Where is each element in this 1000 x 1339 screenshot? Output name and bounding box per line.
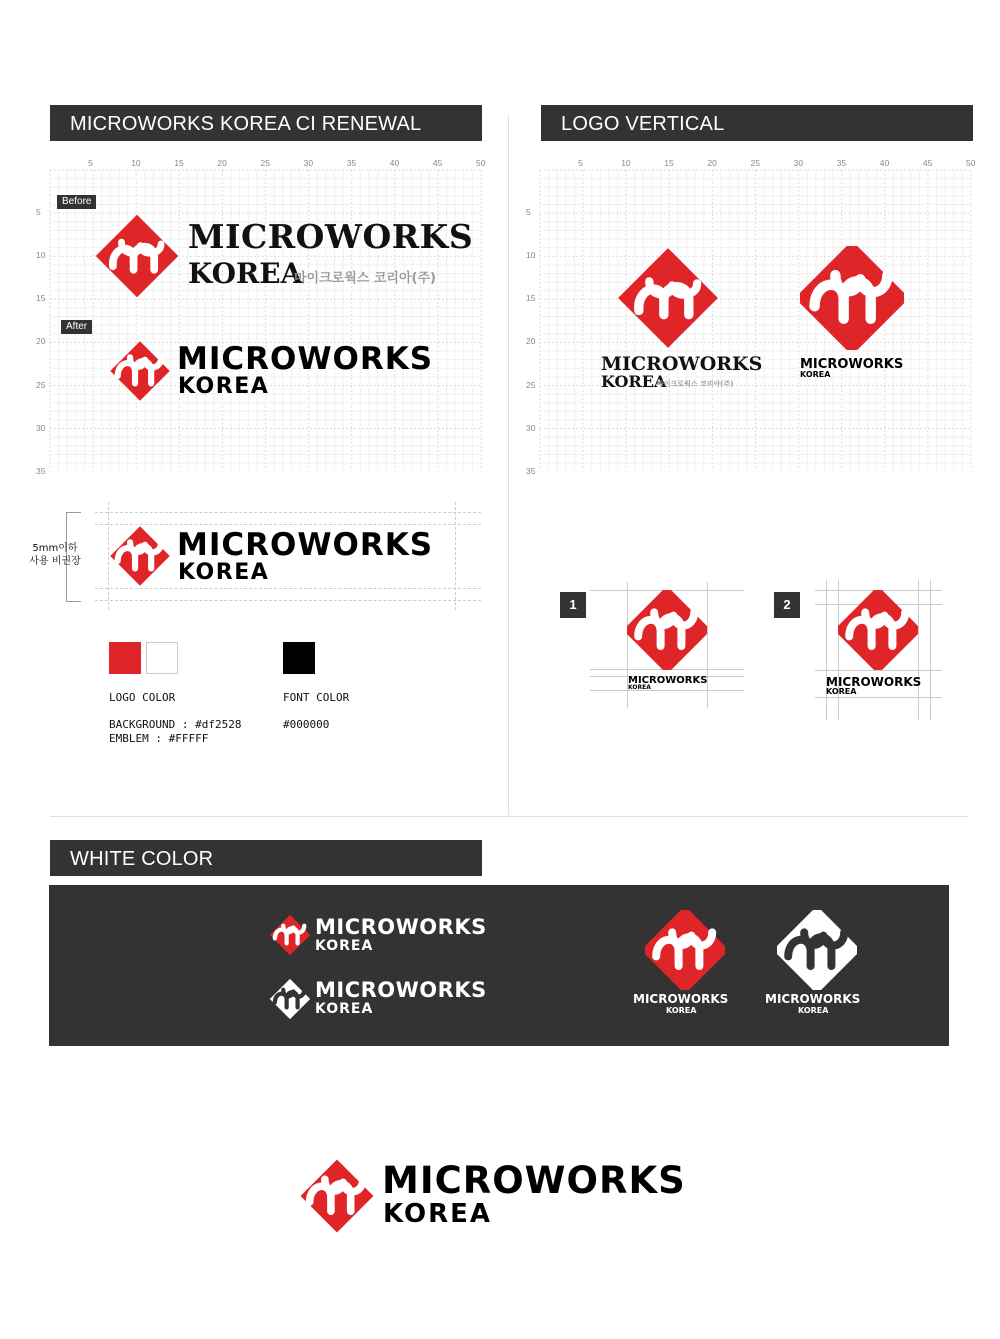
construction1-guide-c — [590, 690, 744, 691]
white-h2-region: KOREA — [315, 1001, 374, 1017]
grid-right — [540, 170, 973, 471]
vertical-before-region: KOREA — [601, 372, 667, 391]
grid-x-tick-label: 50 — [476, 158, 486, 168]
before-emblem-icon — [92, 213, 182, 299]
swatch-black — [283, 642, 315, 674]
grid-x-tick-label: 10 — [621, 158, 631, 168]
final-brand-region: KOREA — [383, 1199, 492, 1229]
grid-x-tick-label: 40 — [389, 158, 400, 168]
section-header-ci-renewal: MICROWORKS KOREA CI RENEWAL — [50, 105, 482, 141]
grid-x-tick-label: 30 — [793, 158, 804, 168]
white-v1-region: KOREA — [666, 1006, 697, 1015]
vertical-divider — [508, 115, 509, 815]
grid-x-tick-label: 10 — [131, 158, 141, 168]
guide-line-top — [95, 512, 481, 514]
white-h1-region: KOREA — [315, 938, 374, 954]
min-size-note — [24, 542, 86, 568]
final-brand-name: MICROWORKS — [382, 1159, 686, 1202]
construction2-name: MICROWORKS — [826, 675, 922, 689]
after-emblem-icon — [108, 340, 172, 402]
logo-color-label: LOGO COLOR — [109, 691, 176, 704]
emblem-spec: EMBLEM : #FFFFF — [109, 732, 209, 745]
vertical-after-region: KOREA — [800, 370, 831, 379]
white-v2-name: MICROWORKS — [765, 992, 861, 1006]
grid-y-tick-label: 30 — [526, 422, 536, 433]
after-brand-region: KOREA — [178, 374, 270, 399]
construction2-guide-g — [918, 580, 919, 720]
grid-y-tick-label: 20 — [36, 336, 46, 347]
background-spec: BACKGROUND : #df2528 — [109, 718, 242, 731]
grid-y-tick-label: 30 — [36, 422, 46, 433]
final-emblem-icon — [299, 1158, 375, 1234]
min-size-emblem-icon — [108, 525, 172, 587]
swatch-red — [109, 642, 141, 674]
before-tag: Before — [57, 195, 96, 209]
white-v2-region: KOREA — [798, 1006, 829, 1015]
white-v1-name: MICROWORKS — [633, 992, 729, 1006]
grid-x-tick-label: 5 — [578, 158, 583, 168]
grid-y-tick-label: 35 — [526, 465, 536, 476]
construction2-guide-c — [815, 670, 942, 671]
font-spec: #000000 — [283, 718, 330, 731]
grid-y-tick-label: 35 — [36, 465, 46, 476]
vertical-before-korean: 마이크로웍스 코리아(주) — [657, 380, 734, 388]
grid-x-tick-label: 20 — [707, 158, 717, 168]
after-brand-name: MICROWORKS — [177, 341, 434, 377]
grid-x-tick-label: 45 — [432, 158, 443, 168]
font-color-label: FONT COLOR — [283, 691, 350, 704]
construction1-guide-e — [707, 582, 708, 708]
construction-number-2: 2 — [774, 592, 800, 618]
after-tag: After — [61, 320, 92, 334]
before-korean-name: 마이크로웍스 코리아(주) — [294, 271, 436, 286]
min-size-brand-name: MICROWORKS — [177, 527, 434, 563]
vertical-before-emblem-icon — [616, 246, 720, 350]
swatch-white — [146, 642, 178, 674]
construction2-guide-e — [826, 580, 827, 720]
min-size-brand-region: KOREA — [178, 560, 270, 585]
grid-x-tick-label: 15 — [174, 158, 184, 168]
grid-y-tick-label: 25 — [526, 379, 536, 390]
grid-y-tick-label: 5 — [36, 207, 41, 218]
grid-y-tick-label: 20 — [526, 336, 536, 347]
guide-line-right — [455, 502, 457, 610]
white-h1-name: MICROWORKS — [315, 915, 487, 939]
grid-x-tick-label: 25 — [260, 158, 270, 168]
before-brand-region: KOREA — [188, 257, 303, 290]
grid-x-tick-label: 50 — [966, 158, 976, 168]
before-brand-name: MICROWORKS — [188, 217, 474, 256]
construction2-guide-d — [815, 697, 942, 698]
grid-y-tick-label: 5 — [526, 207, 531, 218]
white-h2-name: MICROWORKS — [315, 978, 487, 1002]
grid-x-tick-label: 20 — [217, 158, 227, 168]
construction1-name: MICROWORKS — [628, 675, 708, 686]
construction1-emblem-icon — [627, 590, 707, 670]
grid-y-tick-label: 15 — [526, 293, 536, 304]
grid-x-tick-label: 35 — [346, 158, 357, 168]
grid-y-tick-label: 15 — [36, 293, 46, 304]
guide-line-3 — [95, 588, 481, 590]
section-header-white-color: WHITE COLOR — [50, 840, 482, 876]
white-v2-emblem-icon — [777, 910, 857, 990]
grid-y-tick-label: 10 — [526, 250, 536, 261]
grid-y-tick-label: 25 — [36, 379, 46, 390]
grid-x-tick-label: 5 — [88, 158, 93, 168]
grid-x-tick-label: 30 — [303, 158, 314, 168]
white-h1-emblem-icon — [269, 914, 311, 956]
construction1-region: KOREA — [628, 684, 651, 691]
grid-x-tick-label: 15 — [664, 158, 674, 168]
construction-number-1: 1 — [560, 592, 586, 618]
horizontal-divider — [50, 816, 968, 817]
white-v1-emblem-icon — [645, 910, 725, 990]
grid-x-tick-label: 25 — [750, 158, 760, 168]
grid-x-tick-label: 40 — [879, 158, 890, 168]
white-h2-emblem-icon — [269, 978, 311, 1020]
vertical-after-name: MICROWORKS — [800, 357, 904, 372]
grid-x-tick-label: 45 — [922, 158, 933, 168]
guide-line-bottom — [95, 600, 481, 602]
construction2-emblem-icon — [838, 590, 918, 670]
construction2-guide-h — [930, 580, 931, 720]
section-header-logo-vertical: LOGO VERTICAL — [541, 105, 973, 141]
vertical-before-name: MICROWORKS — [601, 353, 763, 375]
min-size-note-line2: 사용 비권장 — [29, 556, 81, 567]
construction2-region: KOREA — [826, 687, 857, 696]
grid-x-tick-label: 35 — [836, 158, 847, 168]
grid-y-tick-label: 10 — [36, 250, 46, 261]
min-size-note-line1: 5mm이하 — [32, 543, 78, 554]
vertical-after-emblem-icon — [800, 246, 904, 350]
